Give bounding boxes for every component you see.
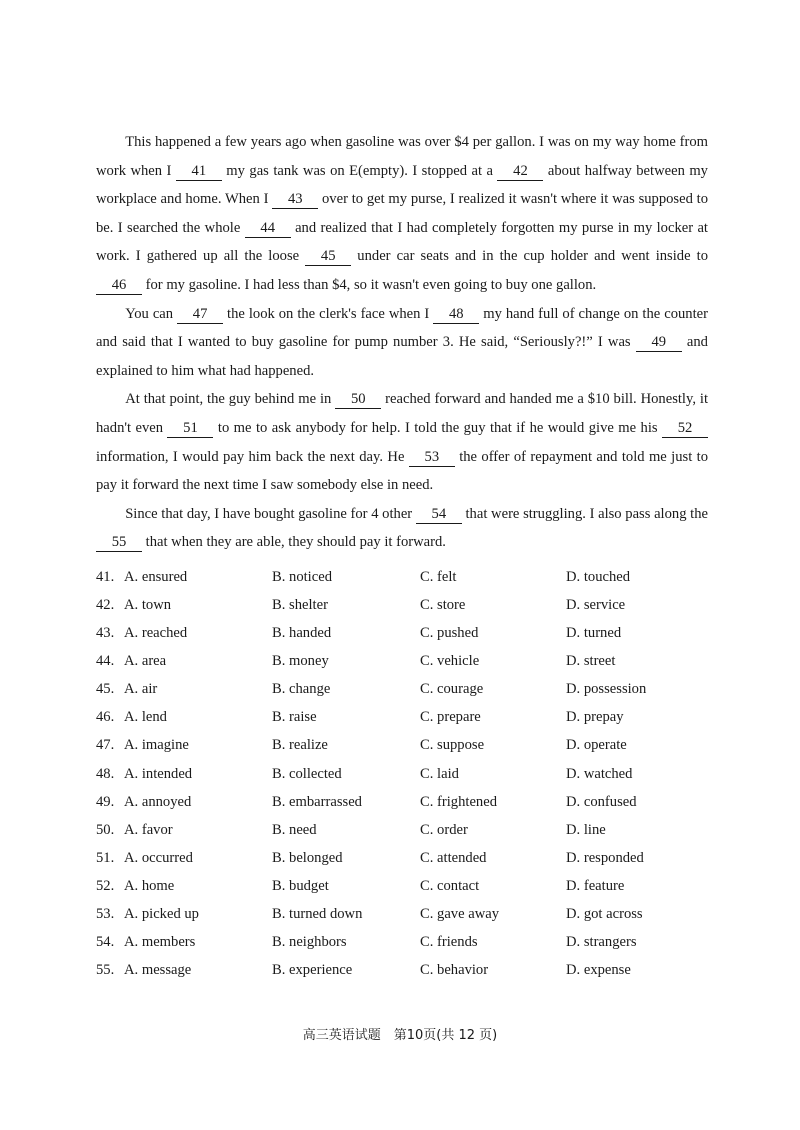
blank-number: 49 — [636, 334, 682, 352]
option-c: C. laid — [420, 765, 459, 782]
option-c: C. vehicle — [420, 653, 480, 670]
option-a: A. picked up — [124, 906, 199, 923]
option-c: C. frightened — [420, 793, 498, 810]
option-b: B. money — [272, 653, 329, 670]
answer-options — [96, 563, 708, 984]
option-row — [96, 619, 708, 647]
passage-text: information, I would pay him back the next day. He — [96, 448, 409, 465]
option-d: D. confused — [566, 793, 637, 810]
passage-text: my gas tank was on E(empty). I stopped at a — [221, 162, 498, 179]
passage-text: that were struggling. I also pass along the — [461, 505, 708, 522]
blank-number: 47 — [177, 306, 223, 324]
option-a: A. home — [124, 877, 175, 894]
option-c: C. gave away — [420, 906, 500, 923]
option-d: D. service — [566, 597, 626, 613]
option-b: B. need — [272, 821, 317, 838]
passage-text: and realized that I had completely forgotten my purse in my locker at work. I gathered up all the loose — [96, 219, 708, 265]
passage-paragraph — [96, 300, 708, 386]
option-row — [96, 591, 708, 619]
option-row — [96, 731, 708, 759]
blank-number: 54 — [416, 506, 462, 524]
option-row — [96, 956, 708, 984]
option-a: A. town — [124, 597, 172, 613]
passage-text: about halfway between my workplace and home. When I — [96, 162, 708, 208]
question-number: 55. — [96, 962, 115, 979]
passage-paragraph — [96, 385, 708, 499]
option-d: D. turned — [566, 625, 622, 642]
option-row — [96, 703, 708, 731]
option-c: C. contact — [420, 877, 480, 894]
page-footer: 高三英语试题 第10页(共 12 页) — [302, 1028, 498, 1043]
option-d: D. street — [566, 653, 616, 670]
option-b: B. shelter — [272, 597, 328, 613]
option-d: D. responded — [566, 849, 644, 866]
option-row — [96, 844, 708, 872]
option-row — [96, 675, 708, 703]
blank-number: 52 — [662, 420, 708, 438]
option-c: C. suppose — [420, 737, 485, 754]
option-row — [96, 563, 708, 591]
option-row — [96, 760, 708, 788]
option-b: B. collected — [272, 765, 342, 782]
option-a: A. occurred — [124, 849, 193, 866]
question-number: 41. — [96, 568, 115, 585]
passage-paragraph — [96, 128, 708, 300]
option-d: D. line — [566, 821, 606, 838]
option-d: D. possession — [566, 681, 647, 698]
option-c: C. prepare — [420, 709, 481, 726]
passage-text: to me to ask anybody for help. I told the guy that if he would give me his — [213, 419, 662, 436]
question-number: 45. — [96, 681, 115, 698]
option-c: C. courage — [420, 681, 484, 698]
passage-text: the offer of repayment and told me just to pay it forward the next time I saw somebody else in need. — [96, 448, 708, 494]
question-number: 46. — [96, 709, 115, 726]
option-d: D. strangers — [566, 934, 637, 951]
option-c: C. pushed — [420, 625, 479, 642]
passage-text: for my gasoline. I had less than $4, so it wasn't even going to buy one gallon. — [142, 276, 597, 293]
option-row — [96, 647, 708, 675]
blank-number: 41 — [176, 163, 222, 181]
option-a: A. ensured — [124, 568, 188, 585]
option-d: D. touched — [566, 568, 631, 585]
blank-number: 50 — [335, 391, 381, 409]
blank-number: 46 — [96, 277, 142, 295]
question-number: 44. — [96, 653, 115, 670]
option-c: C. attended — [420, 849, 487, 866]
blank-number: 42 — [497, 163, 543, 181]
option-row — [96, 816, 708, 844]
option-b: B. handed — [272, 625, 332, 642]
passage-text: that when they are able, they should pay it forward. — [142, 534, 446, 551]
question-number: 54. — [96, 934, 115, 951]
option-b: B. belonged — [272, 849, 343, 866]
blank-number: 53 — [409, 449, 455, 467]
question-number: 52. — [96, 877, 115, 894]
option-d: D. got across — [566, 906, 643, 923]
option-row — [96, 788, 708, 816]
option-d: D. watched — [566, 765, 633, 782]
option-a: A. message — [124, 962, 192, 979]
option-c: C. store — [420, 597, 466, 613]
question-number: 43. — [96, 625, 115, 642]
blank-number: 45 — [305, 248, 351, 266]
option-b: B. embarrassed — [272, 793, 362, 810]
question-number: 42. — [96, 597, 115, 613]
option-d: D. prepay — [566, 709, 624, 726]
option-a: A. favor — [124, 821, 173, 838]
option-a: A. annoyed — [124, 793, 192, 810]
passage-text: This happened a few years ago when gasoline was over $4 per gallon. I was on my way home from work when I — [96, 134, 708, 179]
option-a: A. imagine — [124, 737, 189, 754]
option-b: B. noticed — [272, 568, 332, 585]
question-number: 50. — [96, 821, 115, 838]
option-b: B. change — [272, 681, 331, 698]
passage-text: At that point, the guy behind me in — [125, 391, 336, 408]
question-number: 53. — [96, 906, 115, 923]
option-row — [96, 900, 708, 928]
passage-text: and explained to him what had happened. — [96, 334, 708, 379]
passage-text: Since that day, I have bought gasoline for 4 other — [125, 505, 416, 522]
blank-number: 51 — [167, 420, 213, 438]
passage-text: the look on the clerk's face when I — [223, 305, 434, 322]
option-d: D. expense — [566, 962, 631, 979]
option-row — [96, 928, 708, 956]
option-b: B. experience — [272, 962, 353, 979]
option-a: A. air — [124, 681, 158, 698]
option-row — [96, 872, 708, 900]
option-b: B. realize — [272, 737, 328, 754]
question-number: 51. — [96, 849, 115, 866]
passage-text: under car seats and in the cup holder and went inside to — [351, 248, 709, 265]
question-number: 49. — [96, 793, 115, 810]
question-number: 48. — [96, 765, 115, 782]
option-c: C. behavior — [420, 962, 489, 979]
option-b: B. raise — [272, 709, 317, 726]
blank-number: 55 — [96, 534, 142, 552]
passage-text: my hand full of change on the counter and said that I wanted to buy gasoline for pump number 3. He said, “Seriously?!” I was — [96, 305, 708, 351]
option-c: C. felt — [420, 568, 457, 585]
option-c: C. order — [420, 821, 468, 838]
option-a: A. lend — [124, 709, 167, 726]
option-c: C. friends — [420, 934, 478, 951]
option-a: A. members — [124, 934, 196, 951]
option-a: A. intended — [124, 765, 193, 782]
blank-number: 48 — [433, 306, 479, 324]
passage-paragraph — [96, 500, 708, 557]
cloze-passage — [96, 128, 708, 557]
option-d: D. feature — [566, 877, 625, 894]
passage-text: reached forward and handed me a $10 bill. Honestly, it hadn't even — [96, 391, 709, 436]
option-b: B. budget — [272, 877, 329, 894]
exam-page — [96, 128, 708, 984]
blank-number: 44 — [245, 220, 291, 238]
question-number: 47. — [96, 737, 115, 754]
passage-text: over to get my purse, I realized it wasn't where it was supposed to be. I searched the whole — [96, 191, 709, 236]
option-d: D. operate — [566, 737, 627, 754]
option-b: B. turned down — [272, 906, 363, 923]
option-a: A. reached — [124, 625, 188, 642]
option-b: B. neighbors — [272, 934, 347, 951]
passage-text: You can — [125, 305, 178, 322]
blank-number: 43 — [272, 191, 318, 209]
option-a: A. area — [124, 653, 167, 670]
